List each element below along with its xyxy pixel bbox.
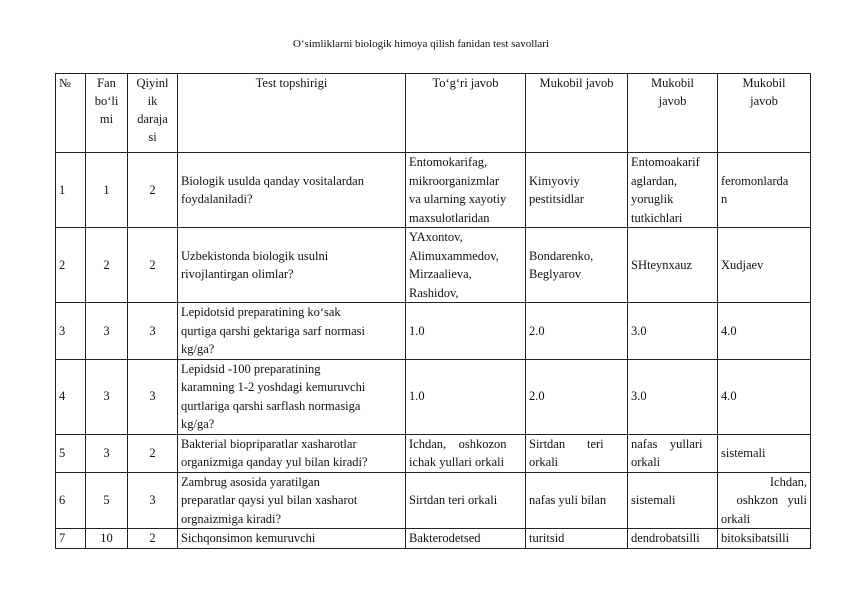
alt-answer-1-cell: Kimyoviy pestitsidlar (526, 153, 628, 228)
task-cell: Lepidotsid preparatining ko‘sak qurtiga qarshi gektariga sarf normasi kg/ga? (178, 303, 406, 360)
alt-answer-2-cell: 3.0 (628, 303, 718, 360)
table-row (56, 472, 811, 529)
row-number: 7 (56, 529, 86, 549)
header-alt1: Mukobil javob (526, 74, 628, 153)
section-cell: 3 (86, 303, 128, 360)
alt-answer-2-cell: 3.0 (628, 359, 718, 434)
row-number: 6 (56, 472, 86, 529)
row-number: 3 (56, 303, 86, 360)
difficulty-cell: 2 (128, 228, 178, 303)
section-cell: 10 (86, 529, 128, 549)
row-number: 2 (56, 228, 86, 303)
correct-answer-cell: Sirtdan teri orkali (406, 472, 526, 529)
correct-answer-cell: YAxontov, Alimuxammedov, Mirzaalieva, Rashidov, (406, 228, 526, 303)
section-cell: 3 (86, 434, 128, 472)
difficulty-cell: 2 (128, 434, 178, 472)
difficulty-cell: 3 (128, 303, 178, 360)
alt-answer-3-cell: feromonlarda n (718, 153, 811, 228)
alt-answer-1-cell: 2.0 (526, 303, 628, 360)
difficulty-cell: 3 (128, 359, 178, 434)
correct-answer-cell: 1.0 (406, 303, 526, 360)
task-cell: Biologik usulda qanday vositalardan foydalaniladi? (178, 153, 406, 228)
task-cell: Bakterial biopriparatlar xasharotlar organizmiga qanday yul bilan kiradi? (178, 434, 406, 472)
table-row (56, 303, 811, 360)
section-cell: 1 (86, 153, 128, 228)
table-row (56, 529, 811, 549)
header-row (56, 74, 811, 153)
table-row (56, 359, 811, 434)
header-section: Fan bo‘li mi (86, 74, 128, 153)
header-correct: To‘g‘ri javob (406, 74, 526, 153)
difficulty-cell: 2 (128, 529, 178, 549)
document-title: O‘simliklarni biologik himoya qilish fanidan test savollari (292, 38, 550, 50)
correct-answer-cell: Entomokarifag, mikroorganizmlar va ularning xayotiy maxsulotlaridan (406, 153, 526, 228)
alt-answer-3-cell: 4.0 (718, 303, 811, 360)
task-cell: Zambrug asosida yaratilgan preparatlar qaysi yul bilan xasharot orgnaizmiga kiradi? (178, 472, 406, 529)
difficulty-cell: 3 (128, 472, 178, 529)
alt-answer-1-cell: nafas yuli bilan (526, 472, 628, 529)
alt-answer-3-cell: Xudjaev (718, 228, 811, 303)
alt-answer-2-cell: sistemali (628, 472, 718, 529)
alt-answer-2-cell: nafas yullari orkali (628, 434, 718, 472)
row-number: 4 (56, 359, 86, 434)
alt-answer-2-cell: dendrobatsilli (628, 529, 718, 549)
test-questions-table (55, 73, 811, 549)
row-number: 1 (56, 153, 86, 228)
section-cell: 2 (86, 228, 128, 303)
table-row (56, 153, 811, 228)
task-cell: Uzbekistonda biologik usulni rivojlantirgan olimlar? (178, 228, 406, 303)
alt-answer-3-cell: 4.0 (718, 359, 811, 434)
header-difficulty: Qiyinl ik daraja si (128, 74, 178, 153)
alt-answer-1-cell: Bondarenko, Beglyarov (526, 228, 628, 303)
correct-answer-cell: Bakterodetsed (406, 529, 526, 549)
task-cell: Sichqonsimon kemuruvchi (178, 529, 406, 549)
header-alt3: Mukobil javob (718, 74, 811, 153)
row-number: 5 (56, 434, 86, 472)
header-task: Test topshirigi (178, 74, 406, 153)
table-row (56, 228, 811, 303)
correct-answer-cell: Ichdan, oshkozon ichak yullari orkali (406, 434, 526, 472)
section-cell: 5 (86, 472, 128, 529)
difficulty-cell: 2 (128, 153, 178, 228)
alt-answer-1-cell: Sirtdan teri orkali (526, 434, 628, 472)
header-num: № (56, 74, 86, 153)
header-alt2: Mukobil javob (628, 74, 718, 153)
alt-answer-1-cell: 2.0 (526, 359, 628, 434)
alt-answer-2-cell: SHteynxauz (628, 228, 718, 303)
alt-answer-3-cell: Ichdan, oshkzon yuli orkali (718, 472, 811, 529)
task-cell: Lepidsid -100 preparatining karamning 1-2 yoshdagi kemuruvchi qurtlariga qarshi sarflash normasiga kg/ga? (178, 359, 406, 434)
alt-answer-3-cell: bitoksibatsilli (718, 529, 811, 549)
table-row (56, 434, 811, 472)
correct-answer-cell: 1.0 (406, 359, 526, 434)
section-cell: 3 (86, 359, 128, 434)
alt-answer-2-cell: Entomoakarif aglardan, yoruglik tutkichlari (628, 153, 718, 228)
alt-answer-3-cell: sistemali (718, 434, 811, 472)
alt-answer-1-cell: turitsid (526, 529, 628, 549)
